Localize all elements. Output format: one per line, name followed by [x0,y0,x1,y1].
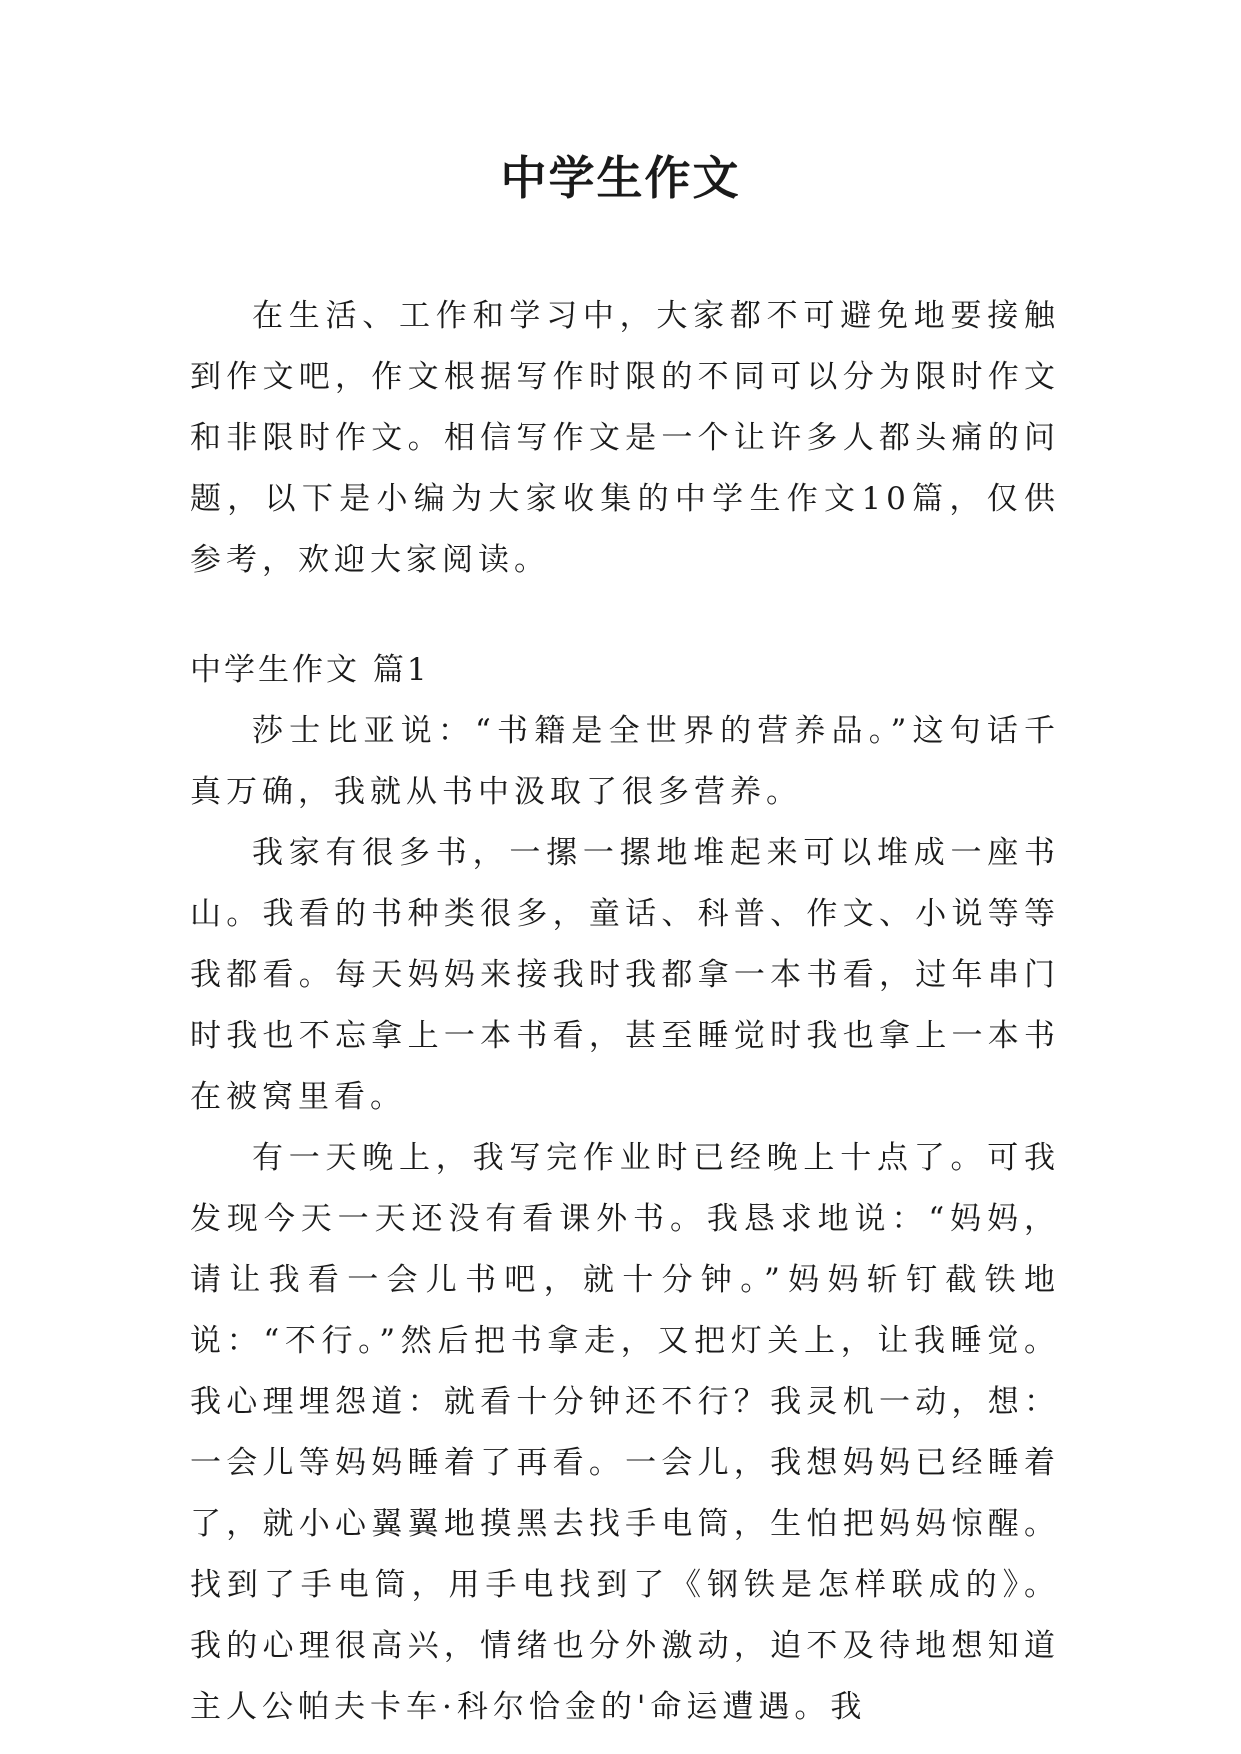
intro-paragraph: 在生活、工作和学习中，大家都不可避免地要接触到作文吧，作文根据写作时限的不同可以分为限时作文和非限时作文。相信写作文是一个让许多人都头痛的问题，以下是小编为大家收集的中学生作文10篇，仅供参考，欢迎大家阅读。 [190,298,1060,578]
intro-block [190,286,1060,591]
essay-section-1 [190,640,1060,1738]
essay-paragraph-2: 我家有很多书，一摞一摞地堆起来可以堆成一座书山。我看的书种类很多，童话、科普、作文、小说等等我都看。每天妈妈来接我时我都拿一本书看，过年串门时我也不忘拿上一本书看，甚至睡觉时我也拿上一本书在被窝里看。 [190,835,1060,1115]
document-title: 中学生作文 [500,151,741,205]
section-heading: 中学生作文 篇1 [190,652,430,688]
essay-paragraph-3: 有一天晚上，我写完作业时已经晚上十点了。可我发现今天一天还没有看课外书。我恳求地说：“妈妈，请让我看一会儿书吧，就十分钟。”妈妈斩钉截铁地说：“不行。”然后把书拿走，又把灯关上，让我睡觉。我心理埋怨道：就看十分钟还不行？我灵机一动，想：一会儿等妈妈睡着了再看。一会儿，我想妈妈已经睡着了，就小心翼翼地摸黑去找手电筒，生怕把妈妈惊醒。找到了手电筒，用手电找到了《钢铁是怎样联成的》。我的心理很高兴，情绪也分外激动，迫不及待地想知道主人公帕夫卡车·科尔恰金的'命运遭遇。我 [190,1140,1060,1725]
essay-paragraph-1: 莎士比亚说：“书籍是全世界的营养品。”这句话千真万确，我就从书中汲取了很多营养。 [190,713,1060,810]
